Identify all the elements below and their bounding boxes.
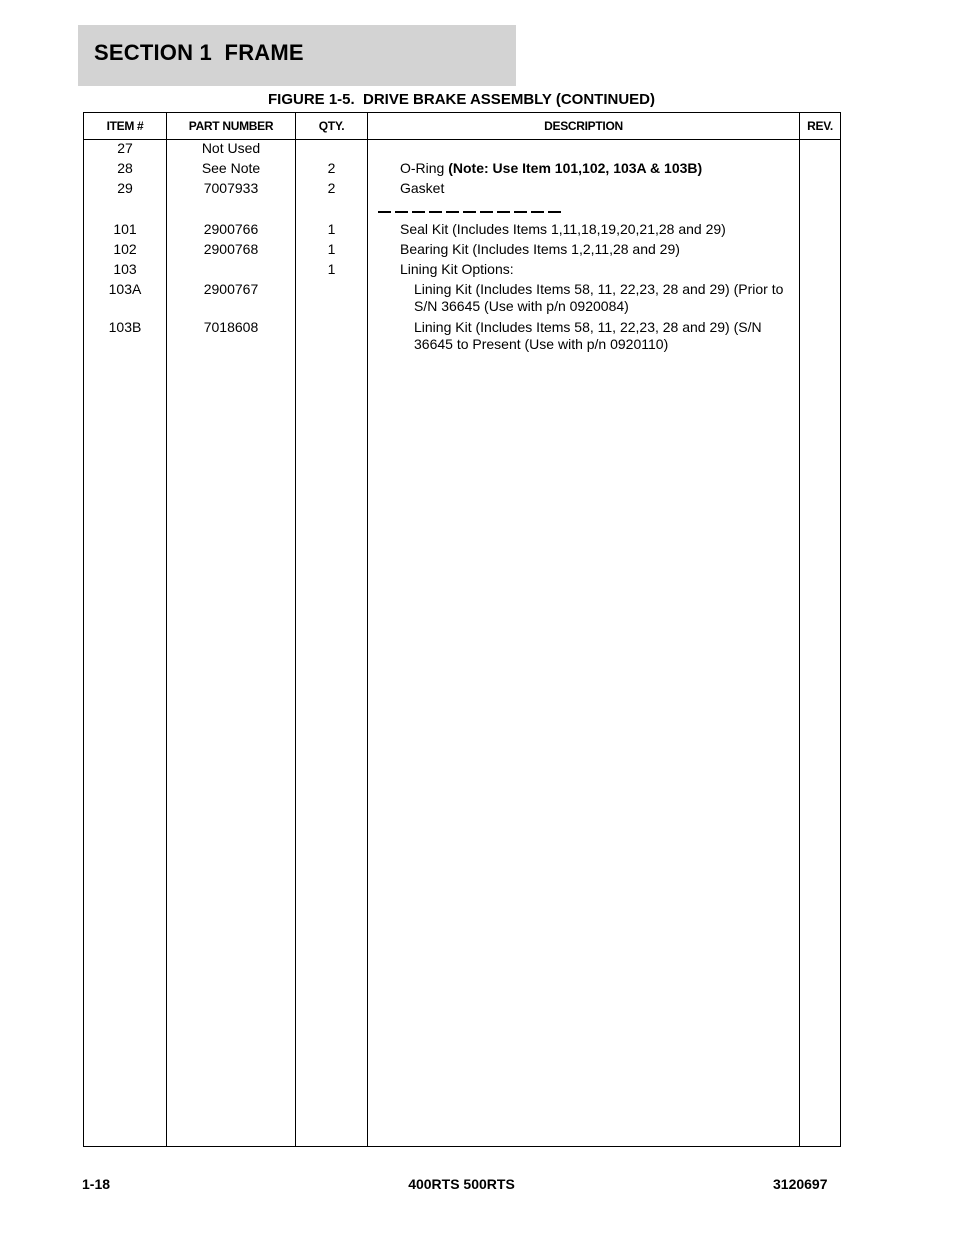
item-number: 101 <box>113 221 137 237</box>
item-number: 102 <box>113 241 137 257</box>
header-qty: QTY. <box>318 119 345 133</box>
description: Bearing Kit (Includes Items 1,2,11,28 and 29) <box>400 241 680 257</box>
item-number: 103B <box>108 319 142 335</box>
part-number: See Note <box>201 160 261 176</box>
header-description: DESCRIPTION <box>544 119 623 133</box>
item-number: 103A <box>108 281 142 297</box>
description: Gasket <box>400 180 445 196</box>
description-note: (Note: Use Item 101,102, 103A & 103B) <box>448 160 703 176</box>
table-row <box>84 241 840 259</box>
description: Lining Kit (Includes Items 58, 11, 22,23, 28 and 29) (Prior to S/N 36645 (Use with p/n 0920084) <box>414 281 784 314</box>
description: Lining Kit Options: <box>400 261 514 277</box>
table-row <box>84 221 840 239</box>
part-number: 2900767 <box>203 281 259 297</box>
quantity: 2 <box>327 180 336 196</box>
part-number: Not Used <box>201 140 261 156</box>
item-number: 28 <box>117 160 133 176</box>
parts-table <box>83 112 841 1147</box>
description: Lining Kit (Includes Items 58, 11, 22,23, 28 and 29) (S/N 36645 to Present (Use with p/n 0920110) <box>414 319 762 352</box>
dashed-separator <box>378 203 568 215</box>
table-row <box>84 281 840 317</box>
part-number: 2900768 <box>203 241 259 257</box>
table-row <box>84 319 840 355</box>
description: Seal Kit (Includes Items 1,11,18,19,20,21,28 and 29) <box>400 221 726 237</box>
quantity: 1 <box>327 221 336 237</box>
quantity: 1 <box>327 261 336 277</box>
table-row <box>84 160 840 178</box>
quantity: 2 <box>327 160 336 176</box>
part-number: 7007933 <box>203 180 259 196</box>
header-part-number: PART NUMBER <box>188 119 274 133</box>
part-number: 7018608 <box>203 319 259 335</box>
part-number: 2900766 <box>203 221 259 237</box>
quantity: 1 <box>327 241 336 257</box>
description-text: O-Ring <box>400 160 449 176</box>
item-number: 103 <box>113 261 137 277</box>
table-row <box>84 261 840 279</box>
item-number: 29 <box>117 180 133 196</box>
table-row <box>84 140 840 158</box>
table-row <box>84 180 840 198</box>
description <box>400 160 800 177</box>
page-number: 1-18 <box>82 1176 111 1192</box>
header-item: ITEM # <box>106 119 144 133</box>
model-name: 400RTS 500RTS <box>408 1176 515 1192</box>
figure-title: FIGURE 1-5. DRIVE BRAKE ASSEMBLY (CONTINUED) <box>268 91 655 108</box>
item-number: 27 <box>117 140 133 156</box>
document-number: 3120697 <box>773 1176 828 1192</box>
section-title: SECTION 1 FRAME <box>94 40 304 65</box>
header-rev: REV. <box>807 119 833 133</box>
